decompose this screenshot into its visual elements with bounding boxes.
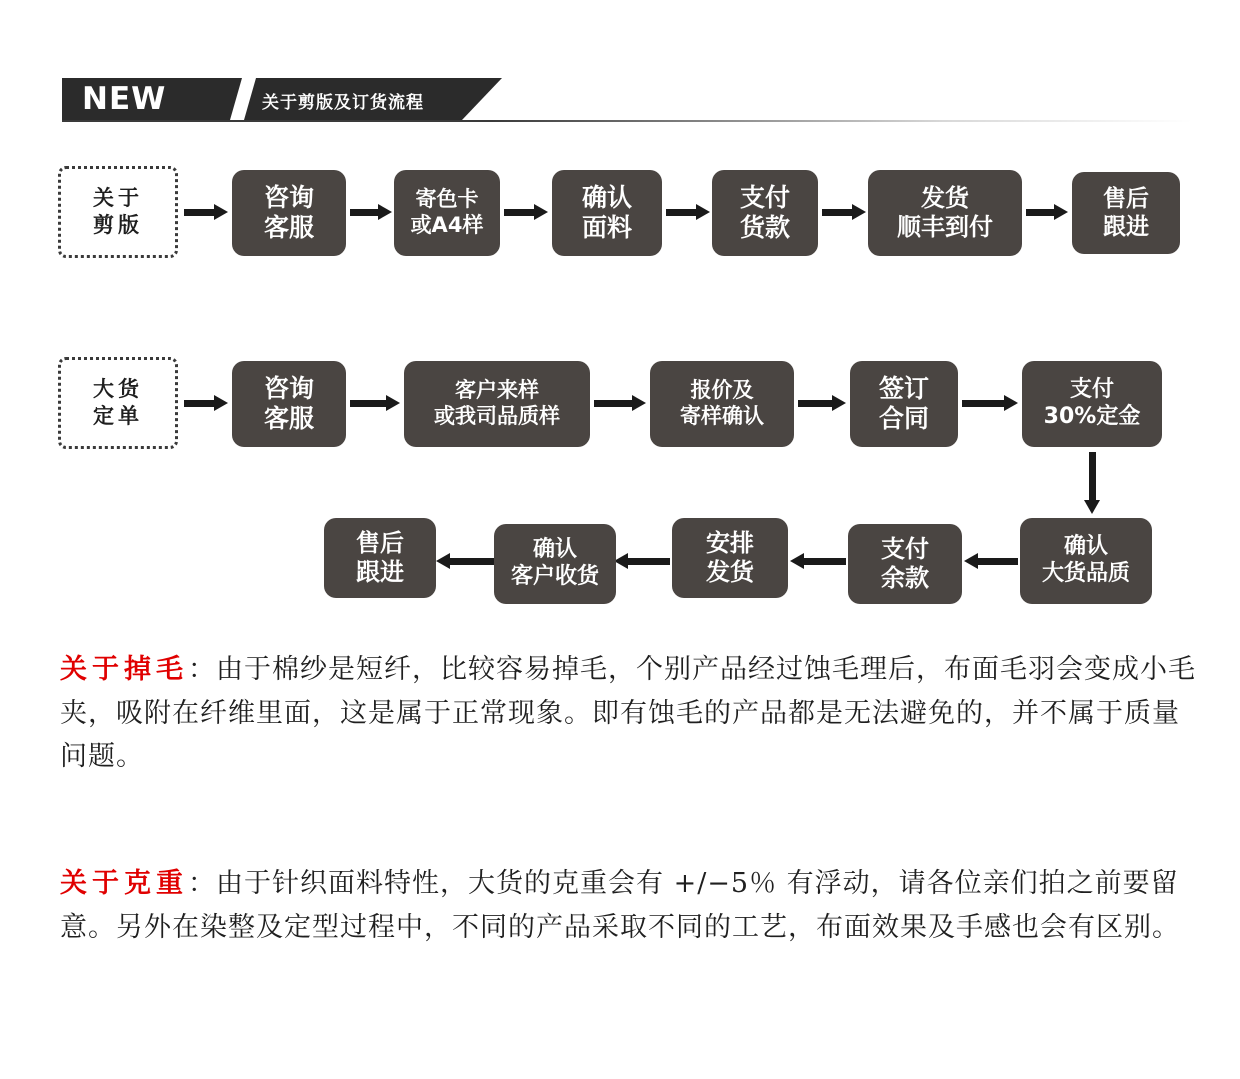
flow-node-confirm-bulk-quality xyxy=(1020,518,1152,604)
node-line-1: 咨询 xyxy=(263,182,314,212)
flow-start-node-bulk-order xyxy=(58,357,178,449)
node-line-2: 客户收货 xyxy=(510,564,599,589)
node-line-2: 跟进 xyxy=(1103,214,1149,240)
start-line-2: 剪版 xyxy=(93,213,143,237)
flow-node-pay-goods xyxy=(712,170,818,256)
node-line-2: 或A4样 xyxy=(410,213,484,237)
node-line-1: 报价及 xyxy=(690,378,754,403)
flow-start-node-about-sample xyxy=(58,166,178,258)
flow-node-pay-deposit-30 xyxy=(1022,361,1162,447)
note-body-shedding: 由于棉纱是短纤，比较容易掉毛，个别产品经过蚀毛理后，布面毛羽会变成小毛夹，吸附在纤维里面，这是属于正常现象。即有蚀毛的产品都是无法避免的，并不属于质量问题。 xyxy=(60,654,1196,773)
flow-node-customer-sample xyxy=(404,361,590,447)
arrow-right xyxy=(822,204,866,220)
flow-node-arrange-shipment xyxy=(672,518,788,598)
node-line-1: 确认 xyxy=(1063,534,1108,560)
arrow-right xyxy=(962,395,1018,411)
node-line-1: 确认 xyxy=(532,537,577,563)
node-line-1: 发货 xyxy=(921,183,969,212)
flow-node-consult-service xyxy=(232,170,346,256)
node-line-2: 30%定金 xyxy=(1043,404,1141,429)
arrow-right xyxy=(798,395,846,411)
note-title-weight: 关于克重 xyxy=(60,868,188,899)
flow-node-send-color-card xyxy=(394,170,500,256)
arrow-left xyxy=(614,553,670,569)
node-line-2: 余款 xyxy=(881,564,929,592)
flow-node-confirm-customer-receipt xyxy=(494,524,616,604)
arrow-right xyxy=(184,395,228,411)
node-line-1: 签订 xyxy=(878,373,929,403)
flow-node-after-sales-followup-bulk xyxy=(324,518,436,598)
note-block-weight xyxy=(60,862,1200,949)
flow-node-pay-balance xyxy=(848,524,962,604)
note-separator: ： xyxy=(188,868,216,899)
node-line-2: 或我司品质样 xyxy=(434,404,560,428)
node-line-1: 安排 xyxy=(706,528,754,557)
node-line-1: 支付 xyxy=(1069,377,1114,403)
node-line-2: 大货品质 xyxy=(1041,561,1130,586)
flow-node-consult-service-bulk xyxy=(232,361,346,447)
banner-subtitle: 关于剪版及订货流程 xyxy=(262,93,424,113)
node-line-2: 顺丰到付 xyxy=(897,213,993,241)
node-line-2: 货款 xyxy=(739,213,790,242)
node-line-2: 跟进 xyxy=(356,558,404,586)
arrow-right xyxy=(1026,204,1068,220)
start-line-1: 关于 xyxy=(93,185,143,210)
arrow-left xyxy=(436,553,494,569)
node-line-1: 寄色卡 xyxy=(415,187,479,212)
arrow-right xyxy=(666,204,710,220)
node-line-1: 售后 xyxy=(356,528,404,557)
node-line-1: 支付 xyxy=(881,534,929,563)
flow-node-quote-and-sample-confirm xyxy=(650,361,794,447)
node-line-2: 客服 xyxy=(263,404,314,433)
start-line-1: 大货 xyxy=(93,376,143,401)
node-line-1: 售后 xyxy=(1103,185,1149,212)
flow-node-after-sales-followup xyxy=(1072,172,1180,254)
arrow-right xyxy=(350,395,400,411)
node-line-2: 客服 xyxy=(263,213,314,242)
arrow-right xyxy=(184,204,228,220)
arrow-right xyxy=(504,204,548,220)
note-title-shedding: 关于掉毛 xyxy=(60,654,188,685)
flow-node-ship-sf-cod xyxy=(868,170,1022,256)
node-line-2: 合同 xyxy=(878,404,929,433)
node-line-2: 寄样确认 xyxy=(680,404,764,428)
arrow-right xyxy=(350,204,392,220)
arrow-down xyxy=(1084,452,1100,514)
arrow-left xyxy=(964,553,1018,569)
banner-new-label: NEW xyxy=(82,81,167,117)
node-line-2: 发货 xyxy=(706,558,754,586)
node-line-1: 支付 xyxy=(739,182,790,212)
arrow-right xyxy=(594,395,646,411)
node-line-2: 面料 xyxy=(581,213,632,242)
node-line-1: 咨询 xyxy=(263,373,314,403)
note-body-weight: 由于针织面料特性，大货的克重会有 +/−5％ 有浮动，请各位亲们拍之前要留意。另外在染整及定型过程中，不同的产品采取不同的工艺，布面效果及手感也会有区别。 xyxy=(60,868,1180,943)
note-block-shedding xyxy=(60,648,1200,779)
node-line-1: 客户来样 xyxy=(455,378,539,403)
banner-underline xyxy=(62,120,1192,122)
flow-node-confirm-fabric xyxy=(552,170,662,256)
node-line-1: 确认 xyxy=(581,182,632,212)
flow-node-sign-contract xyxy=(850,361,958,447)
note-separator: ： xyxy=(188,654,216,685)
arrow-left xyxy=(790,553,846,569)
section-banner xyxy=(62,78,1192,122)
start-line-2: 定单 xyxy=(93,404,143,428)
